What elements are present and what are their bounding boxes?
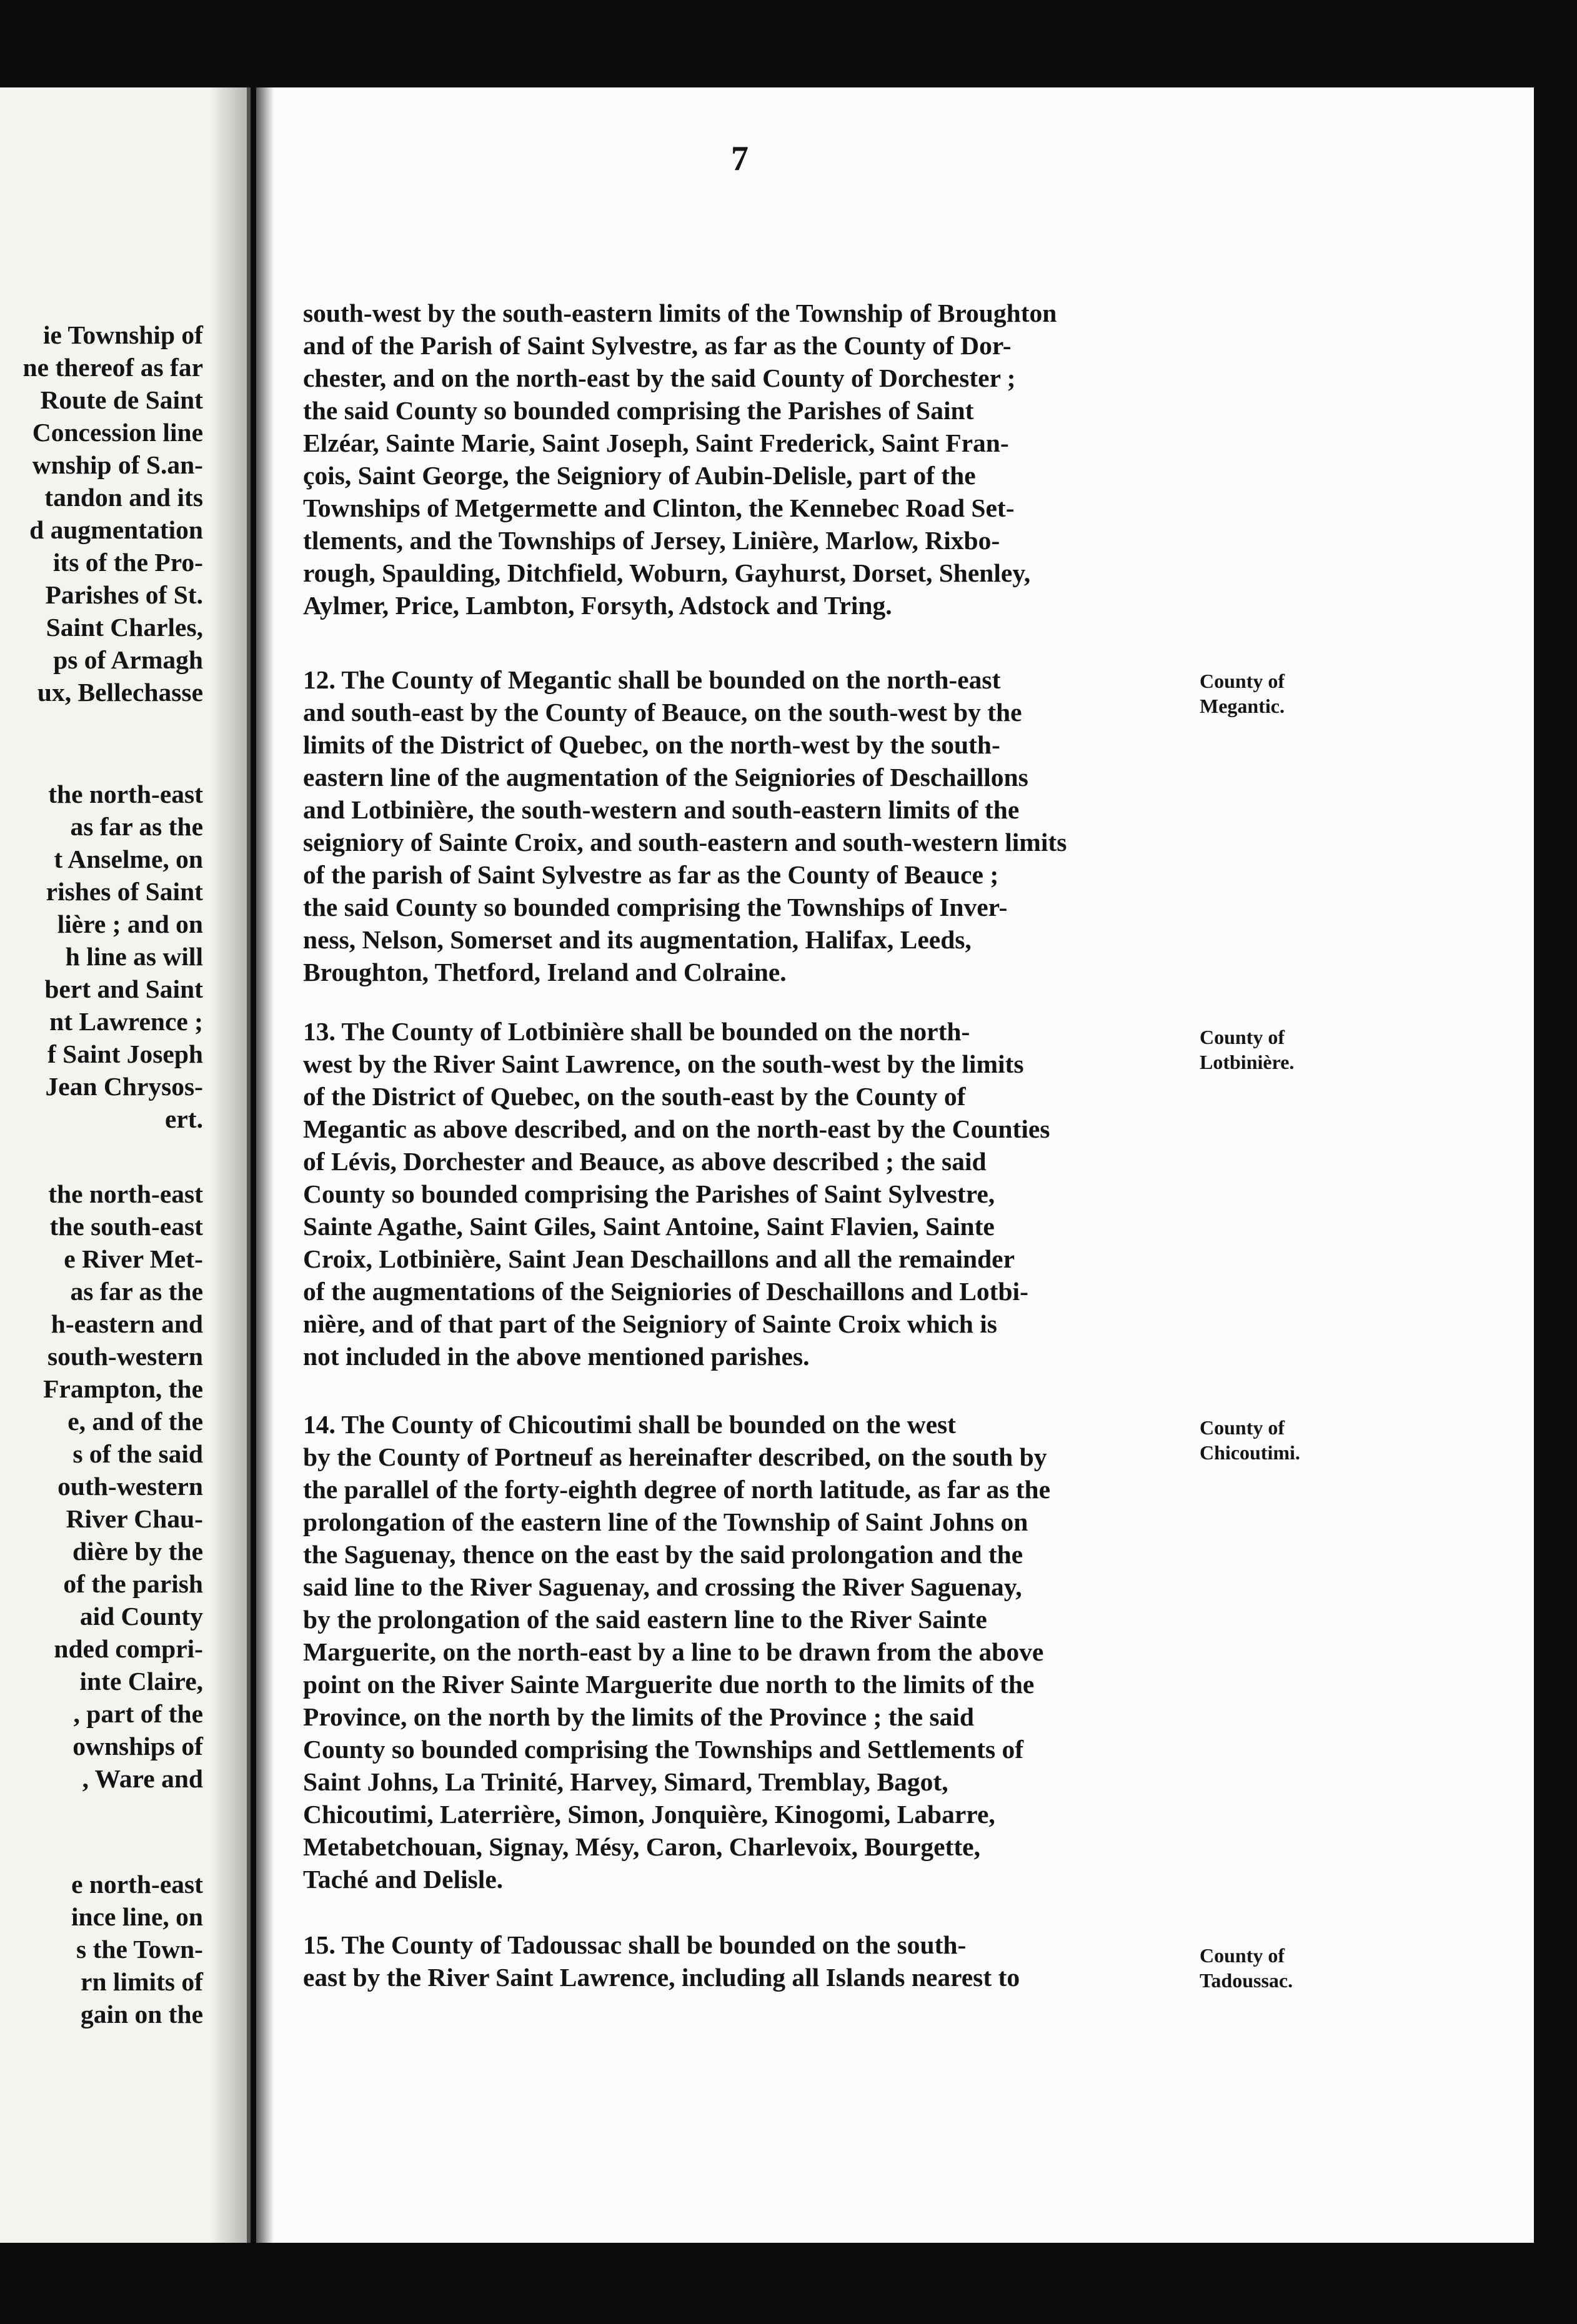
text-line: Townships of Metgermette and Clinton, the Kennebec Road Set- (303, 494, 1015, 522)
text-line: of the parish of Saint Sylvestre as far as the County of Beauce ; (303, 860, 999, 889)
left-page-line: nt Lawrence ; (49, 1007, 203, 1036)
text-line: County so bounded comprising the Parishes of Saint Sylvestre, (303, 1179, 995, 1208)
left-page-line: , part of the (73, 1699, 203, 1728)
left-page-block-4 (0, 1868, 203, 2030)
left-page-line: the north-east (48, 1179, 203, 1208)
text-line: and Lotbinière, the south-western and south-eastern limits of the (303, 795, 1020, 824)
left-page-line: s of the said (72, 1439, 203, 1468)
left-page-line: ie Township of (42, 320, 203, 349)
text-line: south-west by the south-eastern limits of the Township of Broughton (303, 299, 1057, 327)
paragraph-section-14 (303, 1408, 1190, 1895)
text-line: said line to the River Saguenay, and crossing the River Saguenay, (303, 1572, 1022, 1601)
margin-note-line: Megantic. (1200, 695, 1285, 717)
text-line: by the prolongation of the said eastern line to the River Sainte (303, 1605, 987, 1634)
text-line: Aylmer, Price, Lambton, Forsyth, Adstock and Tring. (303, 591, 892, 620)
text-line: Taché and Delisle. (303, 1865, 504, 1894)
left-page-line: Parishes of St. (45, 580, 203, 609)
text-line: the parallel of the forty-eighth degree of north latitude, as far as the (303, 1475, 1051, 1504)
left-page-line: outh-western (57, 1472, 203, 1501)
left-page-line: its of the Pro- (52, 548, 203, 577)
left-page-line: aid County (79, 1602, 203, 1631)
margin-note-chicoutimi (1200, 1415, 1331, 1465)
left-page-line: h-eastern and (51, 1309, 203, 1338)
text-line: eastern line of the augmentation of the Seigniories of Deschaillons (303, 763, 1028, 792)
left-page-line: dière by the (72, 1537, 203, 1566)
left-page-line: e north-east (71, 1870, 203, 1899)
left-page-line: Concession line (32, 418, 203, 447)
margin-note-line: County of (1200, 1026, 1285, 1048)
left-page-line: e, and of the (67, 1407, 203, 1436)
left-page-line: tandon and its (44, 483, 203, 512)
left-page-line: rn limits of (81, 1967, 203, 1996)
text-line: Marguerite, on the north-east by a line to be drawn from the above (303, 1637, 1044, 1666)
left-page-line: nded compri- (54, 1634, 203, 1663)
left-page-line: Jean Chrysos- (45, 1072, 203, 1101)
text-line: and south-east by the County of Beauce, on the south-west by the (303, 698, 1022, 727)
left-page-line: River Chau- (66, 1504, 203, 1533)
left-page-line: ne thereof as far (22, 353, 203, 382)
left-page-line: e River Met- (64, 1244, 203, 1273)
margin-note-line: County of (1200, 1416, 1285, 1439)
text-line: Elzéar, Sainte Marie, Saint Joseph, Saint Frederick, Saint Fran- (303, 429, 1009, 457)
text-line: the said County so bounded comprising the Townships of Inver- (303, 893, 1008, 921)
margin-note-megantic (1200, 668, 1331, 718)
text-line: çois, Saint George, the Seigniory of Aubin-Delisle, part of the (303, 461, 976, 490)
margin-note-line: County of (1200, 1944, 1285, 1967)
left-page-line: d augmentation (29, 515, 203, 544)
text-line: by the County of Portneuf as hereinafter described, on the south by (303, 1443, 1047, 1471)
text-line: limits of the District of Quebec, on the north-west by the south- (303, 730, 1000, 759)
paragraph-continuation (303, 297, 1190, 622)
text-line: Sainte Agathe, Saint Giles, Saint Antoine, Saint Flavien, Sainte (303, 1212, 995, 1241)
left-page-line: as far as the (70, 1277, 203, 1306)
left-page-block-3 (0, 1178, 203, 1795)
left-page-line: the south-east (49, 1212, 203, 1241)
left-page-line: h line as will (65, 942, 203, 971)
margin-note-line: Tadoussac. (1200, 1969, 1293, 1992)
text-line: 14. The County of Chicoutimi shall be bounded on the west (303, 1410, 956, 1439)
margin-note-lotbiniere (1200, 1025, 1331, 1075)
text-line: tlements, and the Townships of Jersey, Linière, Marlow, Rixbo- (303, 526, 1000, 555)
left-page-block-2 (0, 778, 203, 1135)
text-line: rough, Spaulding, Ditchfield, Woburn, Gayhurst, Dorset, Shenley, (303, 559, 1031, 587)
text-line: Chicoutimi, Laterrière, Simon, Jonquière, Kinogomi, Labarre, (303, 1800, 995, 1829)
left-page-line: south-western (47, 1342, 203, 1371)
left-page-line: of the parish (63, 1569, 203, 1598)
text-line: Croix, Lotbinière, Saint Jean Deschaillons and all the remainder (303, 1244, 1015, 1273)
text-line: and of the Parish of Saint Sylvestre, as far as the County of Dor- (303, 331, 1012, 360)
text-line: nière, and of that part of the Seigniory of Sainte Croix which is (303, 1309, 997, 1338)
left-page-line: inte Claire, (79, 1667, 203, 1696)
left-page-line: , Ware and (82, 1764, 203, 1793)
left-page-line: ince line, on (71, 1902, 203, 1931)
text-line: Saint Johns, La Trinité, Harvey, Simard, Tremblay, Bagot, (303, 1767, 948, 1796)
paragraph-section-15 (303, 1929, 1190, 1994)
left-page-line: f Saint Joseph (47, 1040, 203, 1068)
gutter-shadow (256, 87, 274, 2243)
left-page-line: as far as the (70, 812, 203, 841)
left-page-line: lière ; and on (57, 910, 203, 938)
text-line: not included in the above mentioned parishes. (303, 1342, 810, 1371)
left-page-block-1 (0, 319, 203, 708)
paragraph-section-13 (303, 1015, 1190, 1373)
left-page-fragment (0, 87, 251, 2243)
margin-note-tadoussac (1200, 1943, 1331, 1993)
left-page-line: s the Town- (76, 1935, 203, 1964)
left-page-line: the north-east (48, 780, 203, 808)
text-line: seigniory of Sainte Croix, and south-eastern and south-western limits (303, 828, 1067, 857)
text-line: of the augmentations of the Seigniories of Deschaillons and Lotbi- (303, 1277, 1028, 1306)
text-line: Broughton, Thetford, Ireland and Colraine. (303, 958, 787, 986)
left-page-line: gain on the (80, 2000, 203, 2029)
text-line: of the District of Quebec, on the south-east by the County of (303, 1082, 966, 1111)
left-page-line: Frampton, the (43, 1374, 203, 1403)
text-line: west by the River Saint Lawrence, on the south-west by the limits (303, 1050, 1024, 1078)
text-line: chester, and on the north-east by the said County of Dorchester ; (303, 364, 1016, 392)
text-line: 13. The County of Lotbinière shall be bounded on the north- (303, 1017, 970, 1046)
left-page-line: bert and Saint (44, 975, 203, 1003)
left-page-line: ownships of (72, 1732, 203, 1760)
paragraph-section-12 (303, 663, 1190, 988)
left-page-line: ert. (164, 1105, 203, 1133)
text-line: ness, Nelson, Somerset and its augmentation, Halifax, Leeds, (303, 925, 972, 954)
text-line: Province, on the north by the limits of the Province ; the said (303, 1702, 974, 1731)
text-line: the Saguenay, thence on the east by the said prolongation and the (303, 1540, 1023, 1569)
text-line: Metabetchouan, Signay, Mésy, Caron, Charlevoix, Bourgette, (303, 1832, 980, 1861)
left-page-line: Saint Charles, (46, 613, 203, 642)
left-page-line: wnship of S.an- (32, 450, 203, 479)
text-line: the said County so bounded comprising the Parishes of Saint (303, 396, 974, 425)
left-page-line: Route de Saint (40, 385, 203, 414)
text-line: east by the River Saint Lawrence, including all Islands nearest to (303, 1963, 1020, 1992)
left-page-line: ux, Bellechasse (37, 678, 203, 707)
text-line: point on the River Sainte Marguerite due north to the limits of the (303, 1670, 1035, 1699)
text-line: 15. The County of Tadoussac shall be bounded on the south- (303, 1930, 967, 1959)
page-number: 7 (731, 139, 749, 178)
left-page-line: ps of Armagh (53, 645, 203, 674)
text-line: Megantic as above described, and on the north-east by the Counties (303, 1115, 1050, 1143)
text-line: 12. The County of Megantic shall be bounded on the north-east (303, 665, 1001, 694)
text-line: of Lévis, Dorchester and Beauce, as above described ; the said (303, 1147, 987, 1176)
text-line: prolongation of the eastern line of the Township of Saint Johns on (303, 1507, 1028, 1536)
margin-note-line: Lotbinière. (1200, 1051, 1295, 1073)
text-line: County so bounded comprising the Townships and Settlements of (303, 1735, 1024, 1764)
margin-note-line: Chicoutimi. (1200, 1441, 1300, 1464)
margin-note-line: County of (1200, 670, 1285, 692)
left-page-line: rishes of Saint (46, 877, 203, 906)
page-fold-shadow (209, 87, 247, 2243)
left-page-line: t Anselme, on (54, 845, 203, 873)
